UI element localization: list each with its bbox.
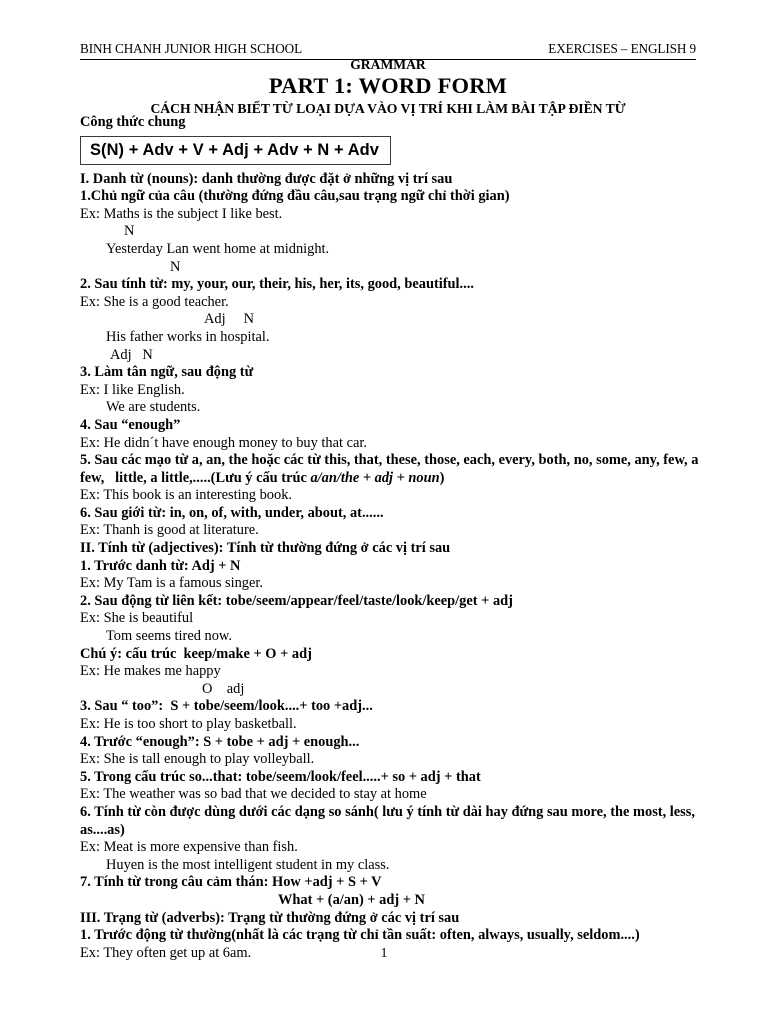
section-heading-nouns: I. Danh từ (nouns): danh thường được đặt ở những vị trí sau bbox=[80, 170, 453, 187]
nouns-rule-5-example-1: Ex: This book is an interesting book. bbox=[80, 487, 292, 504]
page-number: 1 bbox=[380, 946, 388, 961]
word-form-formula: S(N) + Adv + V + Adj + Adv + N + Adv bbox=[80, 136, 391, 165]
nouns-rule-5-title-text: 5. Sau các mạo từ a, an, the hoặc các từ this, that, these, those, each, every, both, no, some, any, few, a few, little, a little,.....(Lưu ý cấu trúc bbox=[80, 452, 703, 486]
nouns-rule-3-title: 3. Làm tân ngữ, sau động từ bbox=[80, 364, 254, 381]
nouns-rule-5-title-structure: a/an/the + adj + noun bbox=[310, 469, 440, 486]
page-title: PART 1: WORD FORM bbox=[268, 73, 508, 98]
common-formula-label: Công thức chung bbox=[80, 114, 186, 130]
nouns-rule-2-example-2: His father works in hospital. bbox=[106, 328, 270, 345]
document-body bbox=[80, 114, 720, 962]
adjectives-rule-6-example-2: Huyen is the most intelligent student in my class. bbox=[106, 856, 390, 873]
nouns-rule-1-example-2-mark: N bbox=[170, 258, 181, 275]
adjectives-rule-4-example-1: Ex: She is tall enough to play volleyball. bbox=[80, 751, 315, 768]
nouns-rule-6-title: 6. Sau giới từ: in, on, of, with, under, about, at...... bbox=[80, 504, 384, 521]
adjectives-rule-5-title: 5. Trong cấu trúc so...that: tobe/seem/look/feel.....+ so + adj + that bbox=[80, 768, 481, 785]
subtitle: CÁCH NHẬN BIẾT TỪ LOẠI DỰA VÀO VỊ TRÍ KHI LÀM BÀI TẬP ĐIỀN TỪ bbox=[150, 101, 626, 116]
nouns-rule-2-example-1-mark: Adj N bbox=[204, 311, 254, 328]
nouns-rule-1-example-2: Yesterday Lan went home at midnight. bbox=[106, 240, 330, 257]
adjectives-rule-7-title-line-2: What + (a/an) + adj + N bbox=[278, 891, 425, 908]
adjectives-rule-2-example-1: Ex: She is beautiful bbox=[80, 610, 194, 627]
nouns-rule-1-example-1: Ex: Maths is the subject I like best. bbox=[80, 205, 283, 222]
adjectives-rule-3-title: 3. Sau “ too”: S + tobe/seem/look....+ too +adj... bbox=[80, 698, 373, 715]
adjectives-rule-1-example-1: Ex: My Tam is a famous singer. bbox=[80, 575, 263, 592]
nouns-rule-2-example-2-mark: Adj N bbox=[110, 346, 153, 363]
adjectives-note-example-1-mark: O adj bbox=[202, 680, 245, 697]
nouns-rule-5-title bbox=[80, 452, 720, 487]
nouns-rule-2-example-1: Ex: She is a good teacher. bbox=[80, 293, 229, 310]
exercises-label: EXERCISES – ENGLISH 9 bbox=[548, 41, 696, 56]
adjectives-rule-7-title: 7. Tính từ trong câu cảm thán: How +adj + S + V bbox=[80, 874, 382, 891]
adverbs-rule-1-title: 1. Trước động từ thường(nhất là các trạng từ chỉ tần suất: often, always, usually, seldom....) bbox=[80, 927, 640, 944]
adjectives-rule-2-title: 2. Sau động từ liên kết: tobe/seem/appear/feel/taste/look/keep/get + adj bbox=[80, 592, 513, 609]
adjectives-note-example-1: Ex: He makes me happy bbox=[80, 663, 221, 680]
adjectives-rule-2-example-2: Tom seems tired now. bbox=[106, 628, 232, 645]
nouns-rule-4-example-1: Ex: He didn´t have enough money to buy that car. bbox=[80, 434, 367, 451]
adjectives-note-title: Chú ý: cấu trúc keep/make + O + adj bbox=[80, 645, 312, 662]
adjectives-rule-6-example-1: Ex: Meat is more expensive than fish. bbox=[80, 839, 298, 856]
adjectives-rule-3-example-1: Ex: He is too short to play basketball. bbox=[80, 716, 297, 732]
nouns-rule-4-title: 4. Sau “enough” bbox=[80, 416, 181, 433]
nouns-rule-6-example-1: Ex: Thanh is good at literature. bbox=[80, 522, 259, 539]
adjectives-rule-1-title: 1. Trước danh từ: Adj + N bbox=[80, 557, 241, 574]
nouns-rule-3-example-1: Ex: I like English. bbox=[80, 381, 185, 398]
adjectives-rule-4-title: 4. Trước “enough”: S + tobe + adj + enough... bbox=[80, 733, 360, 750]
nouns-rule-2-title: 2. Sau tính từ: my, your, our, their, his, her, its, good, beautiful.... bbox=[80, 276, 474, 293]
grammar-title: GRAMMAR bbox=[350, 57, 426, 72]
nouns-rule-5-title-close: ) bbox=[439, 469, 445, 486]
school-name: BINH CHANH JUNIOR HIGH SCHOOL bbox=[80, 41, 303, 56]
section-heading-adjectives: II. Tính từ (adjectives): Tính từ thường đứng ở các vị trí sau bbox=[80, 540, 451, 557]
section-heading-adverbs: III. Trạng từ (adverbs): Trạng từ thường đứng ở các vị trí sau bbox=[80, 909, 460, 926]
nouns-rule-1-example-1-mark: N bbox=[124, 223, 135, 240]
adjectives-rule-5-example-1: Ex: The weather was so bad that we decided to stay at home bbox=[80, 786, 427, 803]
adjectives-rule-6-title: 6. Tính từ còn được dùng dưới các dạng so sánh( lưu ý tính từ dài hay đứng sau more, the most, less, as....as) bbox=[80, 803, 699, 838]
nouns-rule-3-example-2: We are students. bbox=[106, 399, 201, 416]
nouns-rule-1-title: 1.Chủ ngữ của câu (thường đứng đầu câu,sau trạng ngữ chỉ thời gian) bbox=[80, 188, 510, 205]
adverbs-rule-1-example-1: Ex: They often get up at 6am. bbox=[80, 944, 252, 961]
title-block bbox=[80, 56, 696, 119]
formula-box-wrap bbox=[80, 132, 720, 171]
